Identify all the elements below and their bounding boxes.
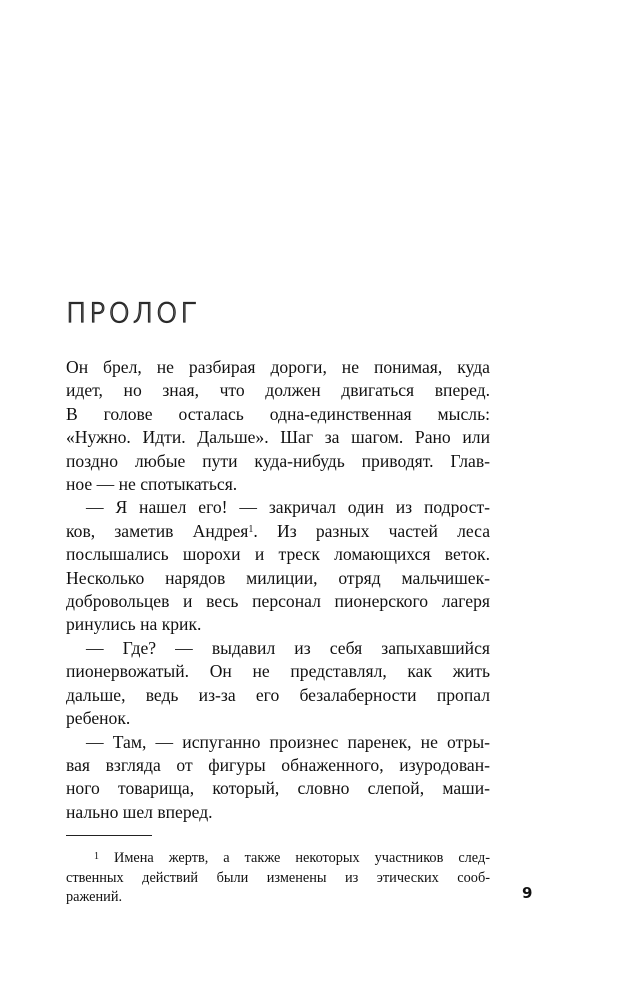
text-line: пионервожатый. Он не представлял, как жить bbox=[66, 661, 490, 682]
text-line: нально шел вперед. bbox=[66, 801, 213, 822]
text-line: идет, но зная, что должен двигаться вперед. bbox=[66, 380, 490, 401]
text-line: В голове осталась одна-единственная мысль: bbox=[66, 403, 490, 424]
footnote-line: ражений. bbox=[66, 889, 123, 905]
text-line: добровольцев и весь персонал пионерского лагеря bbox=[66, 591, 490, 612]
text-line: Несколько нарядов милиции, отряд мальчишек- bbox=[66, 567, 490, 588]
text-line: Он брел, не разбирая дороги, не понимая, куда bbox=[66, 357, 490, 377]
text-line: ное — не спотыкаться. bbox=[66, 474, 238, 495]
text-segment: Из разных частей леса bbox=[276, 520, 490, 541]
footnote-line: ственных действий были изменены из этических сооб- bbox=[66, 869, 490, 886]
text-line: — Там, — испуганно произнес паренек, не отры- bbox=[86, 731, 490, 752]
footnote bbox=[66, 849, 490, 908]
chapter-title: ПРОЛОГ bbox=[66, 298, 199, 329]
footnote-divider bbox=[66, 835, 152, 836]
footnote-marker: 1 bbox=[94, 851, 99, 862]
text-line: ребенок. bbox=[66, 708, 131, 729]
text-line: — Где? — выдавил из себя запыхавшийся bbox=[86, 637, 490, 658]
footnote-reference[interactable]: 1 bbox=[248, 523, 254, 535]
text-line: «Нужно. Идти. Дальше». Шаг за шагом. Рано или bbox=[66, 427, 490, 448]
footnote-line bbox=[66, 849, 490, 869]
text-line: дальше, ведь из-за его безалаберности пропал bbox=[66, 684, 490, 705]
text-line: послышались шорохи и треск ломающихся веток. bbox=[66, 544, 490, 565]
page-number: 9 bbox=[522, 884, 533, 902]
text-line: ринулись на крик. bbox=[66, 614, 202, 635]
text-line: ного товарища, который, словно слепой, маши- bbox=[66, 778, 490, 799]
footnote-text: Имена жертв, а также некоторых участников след- bbox=[114, 850, 490, 866]
text-line: — Я нашел его! — закричал один из подрост- bbox=[86, 497, 490, 518]
text-line: ков, заметив Андрея$^1$. Из разных частей леса bbox=[66, 520, 490, 541]
text-line: вая взгляда от фигуры обнаженного, изуродован- bbox=[66, 754, 490, 775]
text-segment: ков, заметив Андрея bbox=[66, 520, 249, 541]
text-line: поздно любые пути куда-нибудь приводят. Глав- bbox=[66, 450, 490, 471]
body-text bbox=[66, 356, 490, 824]
